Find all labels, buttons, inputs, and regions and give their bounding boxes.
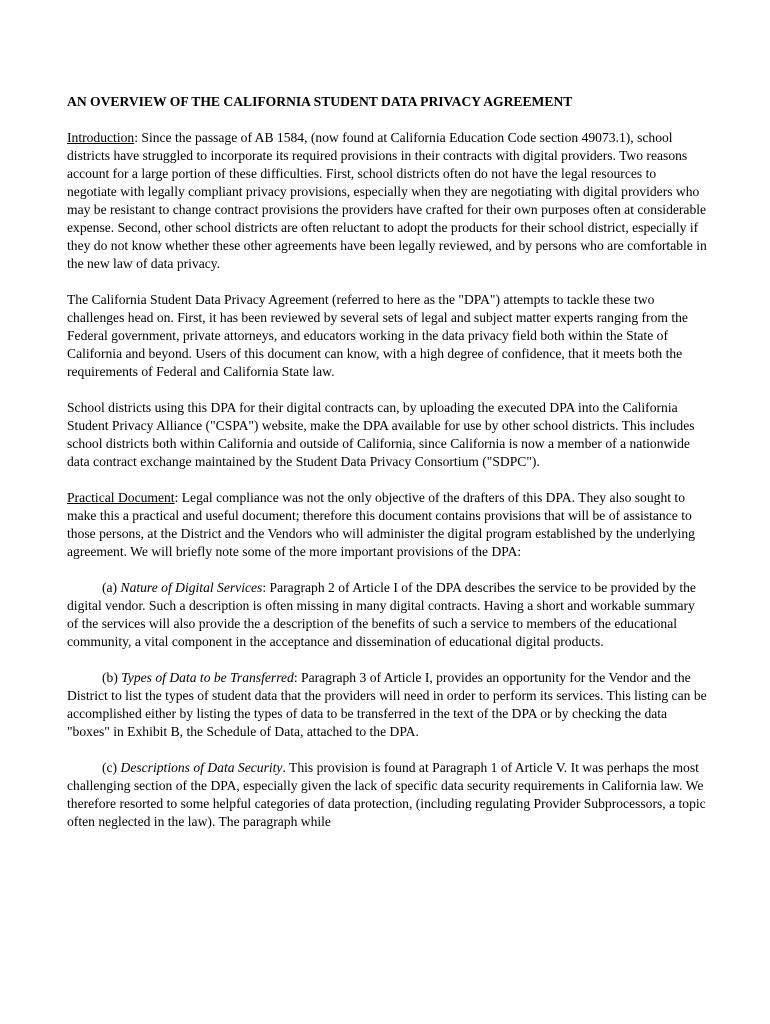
intro-heading: Introduction <box>67 130 135 145</box>
document-title: AN OVERVIEW OF THE CALIFORNIA STUDENT DATA PRIVACY AGREEMENT <box>67 94 573 109</box>
document-page <box>67 93 707 849</box>
item-a-paragraph <box>67 579 707 651</box>
intro-text: : Since the passage of AB 1584, (now found at California Education Code section 49073.1), school districts have struggled to incorporate its required provisions in their contracts with digital providers. Two reasons account for a large portion of these difficulties. First, school districts often do not have the legal resources to negotiate with legally compliant privacy provisions, especially when they are negotiating with digital providers who may be resistant to change contract provisions the providers have crafted for their own purposes often at considerable expense. Second, other school districts are often reluctant to adopt the products for their school district, especially if they do not know whether these other agreements have been legally reviewed, and by persons who are comfortable in the new law of data privacy. <box>67 130 707 271</box>
intro-paragraph <box>67 129 707 273</box>
item-a-text: : Paragraph 2 of Article I of the DPA describes the service to be provided by the digital vendor. Such a description is often missing in many digital contracts. Having a short and workable summary of the services will also provide the a description of the benefits of such a service to members of the educational community, a vital component in the acceptance and dissemination of educational digital products. <box>67 580 696 649</box>
practical-paragraph <box>67 489 707 561</box>
item-b-label: (b) <box>102 670 122 685</box>
item-c-label: (c) <box>102 760 121 775</box>
item-b-paragraph <box>67 669 707 741</box>
practical-text: : Legal compliance was not the only objective of the drafters of this DPA. They also sought to make this a practical and useful document; therefore this document contains provisions that will be of assistance to those persons, at the District and the Vendors who will administer the digital program established by the underlying agreement. We will briefly note some of the more important provisions of the DPA: <box>67 490 695 559</box>
item-c-term: Descriptions of Data Security <box>120 760 283 775</box>
item-c-paragraph <box>67 759 707 831</box>
item-c-text: . This provision is found at Paragraph 1 of Article V. It was perhaps the most challenging section of the DPA, especially given the lack of specific data security requirements in California law. We therefore resorted to some helpful categories of data protection, (including regulating Provider Subprocessors, a topic often neglected in the law). The paragraph while <box>67 760 706 829</box>
item-b-term: Types of Data to be Transferred <box>121 670 294 685</box>
item-b-text: : Paragraph 3 of Article I, provides an opportunity for the Vendor and the District to list the types of student data that the providers will need in order to perform its services. This listing can be accomplished either by listing the types of data to be transferred in the text of the DPA or by checking the data "boxes" in Exhibit B, the Schedule of Data, attached to the DPA. <box>67 670 707 739</box>
practical-heading: Practical Document <box>67 490 175 505</box>
cspa-paragraph: School districts using this DPA for their digital contracts can, by uploading the executed DPA into the California Student Privacy Alliance ("CSPA") website, make the DPA available for use by other school districts. This includes school districts both within California and outside of California, since California is now a member of a nationwide data contract exchange maintained by the Student Data Privacy Consortium ("SDPC"). <box>67 400 695 469</box>
item-a-term: Nature of Digital Services <box>120 580 263 595</box>
dpa-paragraph: The California Student Data Privacy Agreement (referred to here as the "DPA") attempts to tackle these two challenges head on. First, it has been reviewed by several sets of legal and subject matter experts ranging from the Federal government, private attorneys, and educators working in the data privacy field both within the State of California and beyond. Users of this document can know, with a high degree of confidence, that it meets both the requirements of Federal and California State law. <box>67 292 688 379</box>
item-a-label: (a) <box>102 580 121 595</box>
